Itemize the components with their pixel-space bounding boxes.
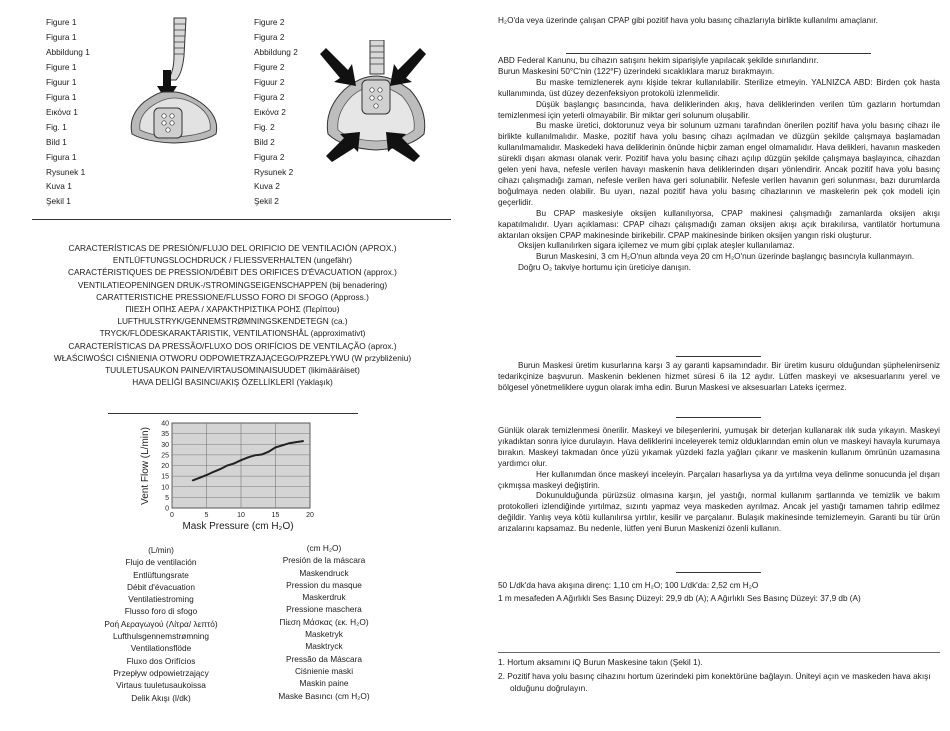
flow-legend-item: Fluxo dos Orifícios	[126, 655, 196, 666]
chart-heading: ENTLÜFTUNGSLOCHDRUCK / FLIESSVERHALTEN (ungefähr)	[112, 255, 353, 266]
figure-caption: Figuur 2	[254, 76, 285, 87]
chart-heading: CARACTERÍSTICAS DE PRESIÓN/FLUJO DEL ORIFICIO DE VENTILACIÓN (APROX.)	[68, 243, 397, 253]
chart-heading: CARATTERISTICHE PRESSIONE/FLUSSO FORO DI SFOGO (Appross.)	[96, 291, 369, 302]
pressure-legend-item: Masketryk	[305, 629, 343, 640]
data-point	[295, 441, 297, 443]
figure-caption: Εικόνα 1	[46, 106, 78, 117]
figure1-caption-list	[46, 15, 90, 209]
y-tick-label: 5	[165, 494, 169, 502]
y-tick-label: 20	[161, 463, 169, 470]
divider	[498, 652, 940, 653]
flow-legend-item: Lufthulsgennemstrømning	[113, 631, 209, 642]
flow-legend-item: Virtaus tuuletusaukoissa	[116, 680, 206, 691]
data-point	[213, 471, 215, 473]
pressure-legend-item: Pressão da Máscara	[285, 653, 363, 664]
x-tick-label: 20	[306, 512, 314, 519]
data-point	[240, 459, 242, 461]
heading-underline	[108, 413, 358, 414]
data-point	[226, 465, 228, 467]
data-point	[302, 440, 304, 442]
figure-caption: Kuva 1	[46, 181, 72, 192]
chart-heading: VENTILATIEOPENINGEN DRUK-/STROMINGSEIGENSCHAPPEN (bij benadering)	[77, 279, 388, 290]
vent-flow-chart	[134, 416, 334, 534]
figure1-mask-illustration	[124, 16, 228, 146]
pressure-legend-list	[262, 542, 386, 702]
setup-steps	[498, 657, 940, 695]
flow-legend-item: Ροή Αεραγωγού (Λίτρα/ λεπτό)	[104, 618, 218, 629]
chart-heading: TUULETUSAUKON PAINE/VIRTAUSOMINAISUUDET (likimääräiset)	[105, 365, 360, 376]
y-axis-label: Vent Flow (L/min)	[140, 427, 151, 505]
divider	[676, 417, 761, 418]
divider	[32, 219, 451, 220]
figure-caption: Rysunek 2	[254, 166, 294, 177]
pressure-legend-item: Pression du masque	[286, 579, 362, 590]
pressure-legend-item: Maske Basıncı (cm H₂O)	[278, 690, 370, 701]
warnings-section: ABD Federal Kanunu, bu cihazın satışını hekim siparişiyle yapılacak şekilde sınırlandırır. Burun Maskesini 50°C'nin (122°F) üzerindeki sıcaklıklara maruz bırakmayın. Bu maske temizlenerek aynı kişide tekrar kullanılabilir. Sterilize etmeyin. YALNIZCA ABD: Birden çok hasta kullanımında, üst düzey dezenfeksiyon protokolü izlenmelidir. Düşük başlangıç basıncında, hava deliklerinden akış, hava deliklerinden verilen tüm gazların hortumdan temizlenmesi için yeterli olmayabilir. Bir miktar geri solunum oluşabilir. Bu maske üretici, doktorunuz veya bir solunum uzmanı tarafından önerilen pozitif hava yolu basınç cihazı ile birlikte kullanılmalıdır. Maske, pozitif hava yolu basınç cihazı açılmadan ve düzgün şekilde çalışmaya başlamadan kullanılmamalıdır. Maskedeki hava deliklerinin önünde hiçbir zaman engel olmamalıdır. Hava delikleri, havanın maskeden sürekli dışarı akması olanak verir. Pozitif hava yolu basınç cihazı açılıp düzgün şekilde çalışmaya başlayınca, cihazdan gelen yeni hava, nefesle verilen havayı maskenin hava deliklerinden dışarı yönlendirir. Ancak pozitif hava yolu basınç cihazı çalışmadığı zaman, nefesle verilen hava geri solunabilir. Nefesle verilen havanın geri solunması, bazı durumlarda boğulmaya neden olabilir. Bu uyarı, nazal pozitif hava yolu basınç cihazlarının ve maskelerin pek çok modeli için geçerlidir. Bu CPAP maskesiyle oksijen kullanılıyorsa, CPAP makinesi çalışmadığı zamanlarda oksijen akışı kapatılmalıdır. Uyarı açıklaması: CPAP cihazı çalışmadığı zaman oksijen akışı açık bırakılırsa, vantilatör hortumuna aktarılan oksijen CPAP makinesinde birikebilir. CPAP makinesinde biriken oksijen yangın riski oluşturur. Oksijen kullanılırken sigara içilemez ve mum gibi çıplak ateşler kullanılamaz. Burun Maskesini, 3 cm H₂O'nun altında veya 20 cm H₂O'nun üzerinde başlangıç basıncıyla kullanmayın. Doğru O₂ takviye hortumu için üreticiye danışın.	[498, 56, 940, 273]
pressure-legend-item: Masktryck	[305, 641, 343, 652]
figure-caption: Rysunek 1	[46, 166, 86, 177]
figure-caption: Figure 1	[46, 17, 77, 27]
pressure-legend-item: Πίεση Μάσκας (εκ. H₂O)	[279, 616, 369, 627]
y-tick-label: 10	[161, 484, 169, 492]
y-tick-label: 30	[161, 441, 169, 449]
divider	[566, 53, 871, 54]
flow-legend-item: Ventilatiestroming	[128, 594, 194, 605]
figure-caption: Şekil 1	[46, 196, 71, 207]
x-tick-label: 0	[170, 512, 174, 519]
chart-heading: CARACTERÍSTICAS DA PRESSÃO/FLUXO DOS ORIFÍCIOS DE VENTILAÇÃO (aprox.)	[68, 340, 397, 351]
figure-caption: Figure 1	[46, 61, 77, 72]
pressure-legend-item: Maskin paine	[299, 678, 349, 689]
figure-caption: Figura 2	[254, 151, 285, 162]
figure2-caption-list	[254, 15, 298, 209]
x-tick-label: 5	[204, 512, 209, 519]
setup-step: 2. Pozitif hava yolu basınç cihazını hortum üzerindeki pim konektörüne bağlayın. Üniteyi açın ve maskeden hava akışı olduğunu doğrulayın.	[498, 670, 931, 693]
figure-caption: Figura 1	[46, 151, 77, 162]
data-point	[192, 479, 194, 481]
pressure-legend-item: Pressione maschera	[286, 604, 362, 615]
pressure-legend-item: Maskerdruk	[302, 592, 346, 603]
data-point	[261, 454, 263, 456]
figure-caption: Figura 2	[254, 91, 285, 102]
pressure-legend-item: Ciśnienie maski	[294, 665, 354, 676]
y-tick-label: 0	[165, 505, 169, 513]
figure-caption: Figuur 1	[46, 76, 77, 87]
figure-caption: Fig. 1	[46, 121, 67, 132]
figure-caption: Şekil 2	[254, 196, 279, 207]
flow-legend-item: Delik Akışı (l/dk)	[131, 692, 191, 703]
figure-caption: Figura 2	[254, 31, 285, 42]
chart-heading-list	[0, 242, 465, 388]
pressure-legend-item: Maskendruck	[299, 567, 349, 578]
pressure-legend-item: (cm H₂O)	[306, 543, 342, 553]
chart-heading: WŁAŚCIWOŚCI CIŚNIENIA OTWORU ODPOWIETRZAJĄCEGO/PRZEPŁYWU (W przybliżeniu)	[53, 352, 412, 363]
intro-text: H₂O'da veya üzerinde çalışan CPAP gibi pozitif hava yolu basınç cihazlarıyla birlikte kullanılmı amaçlanır.	[498, 16, 878, 25]
figure-caption: Figura 1	[46, 91, 77, 102]
figure-caption: Εικόνα 2	[254, 106, 286, 117]
figure-caption: Bild 1	[46, 136, 67, 147]
y-tick-label: 25	[161, 452, 169, 460]
data-point	[282, 444, 284, 446]
figure-caption: Kuva 2	[254, 181, 280, 192]
flow-legend-list	[52, 544, 270, 704]
chart-heading: ΠΙΕΣΗ ΟΠΗΣ ΑΕΡΑ / ΧΑΡΑΚΤΗΡΙΣΤΙΚΑ ΡΟΗΣ (Περίπου)	[125, 304, 340, 315]
figure-caption: Fig. 2	[254, 121, 275, 132]
figure-caption: Abbildung 1	[46, 46, 90, 57]
flow-legend-item: Przepływ odpowietrzający	[113, 667, 209, 678]
data-point	[206, 474, 208, 476]
figure-caption: Abbildung 2	[254, 46, 298, 57]
data-point	[199, 477, 201, 479]
flow-legend-item: Flusso foro di sfogo	[124, 606, 198, 617]
chart-heading: LUFTHULSTRYK/GENNEMSTRØMNINGSKENDETEGN (ca.)	[117, 316, 348, 327]
cleaning-section: Günlük olarak temizlenmesi önerilir. Maskeyi ve bileşenlerini, yumuşak bir deterjan kullanarak ılık suda yıkayın. Maskeyi yıkadıktan sonra iyice durulayın. Hava deliklerini inceleyerek temiz olduklarından emin olun ve maskeyi havayla kurumaya bırakın. Maskeyi takmadan önce yüzü yıkamak yüzdeki fazla yağları çıkarır ve maskenin kullanım ömrünün uzamasına yardımcı olur. Her kullanımdan önce maskeyi inceleyin. Parçaları hasarlıysa ya da yırtılma veya delinme sonucunda jel dışarı çıkmışsa maskeyi değiştirin. Dokunulduğunda pürüzsüz olmasına karşın, jel yastığı, normal kullanım şartlarında ve temizlik ve bakım protokolleri izlendiğinde yırtılmaz, sızıntı yapmaz veya maskeden ayrılmaz. Ancak jel yastığı tamamen tahrip edilmez değildir. Yanlış veya kötü kullanılırsa yırtılır, kesilir ve parçalanır. Bulaşık makinesinde temizlemeyin. Garanti bu tür ürün arızalarını kapsamaz. Bu nedenle, lütfen yeni Burun Maskenizi özenli kullanın.	[498, 426, 940, 534]
figure-caption: Figure 2	[254, 61, 285, 72]
divider	[676, 572, 761, 573]
flow-legend-item: Ventilationsflöde	[130, 643, 192, 654]
x-tick-label: 10	[237, 512, 245, 519]
flow-legend-item: (L/min)	[148, 545, 174, 555]
x-tick-label: 15	[271, 512, 280, 519]
data-point	[288, 442, 290, 444]
chart-heading: HAVA DELİĞİ BASINCI/AKIŞ ÖZELLİKLERİ (Yaklaşık)	[132, 377, 333, 388]
y-tick-label: 35	[161, 431, 169, 439]
pressure-legend-item: Presión de la máscara	[282, 555, 366, 566]
warranty-text: Burun Maskesi üretim kusurlarına karşı 3 ay garanti kapsamındadır. Bir üretim kusuru olduğundan şüphelenirseniz tedarikçinize başvurun. Maskenin beklenen hizmet süresi 6 ila 12 aydır. Lütfen maskeyi ve aksesuarlarını yerel ve bölgesel yönetmeliklere uygun olarak imha edin. Burun Maskesi ve aksesuarları Lateks içermez.	[498, 361, 940, 392]
figure-caption: Bild 2	[254, 136, 275, 147]
figure2-mask-illustration	[314, 40, 432, 168]
setup-step: 1. Hortum aksamını iQ Burun Maskesine takın (Şekil 1).	[498, 657, 703, 667]
data-point	[275, 447, 277, 449]
figure-caption: Figure 2	[254, 17, 285, 27]
data-point	[247, 457, 249, 459]
x-axis-label: Mask Pressure (cm H₂O)	[182, 521, 294, 532]
divider	[676, 356, 761, 357]
flow-legend-item: Flujo de ventilación	[125, 557, 197, 568]
specifications: 50 L/dk'da hava akışına direnç: 1,10 cm H₂O; 100 L/dk'da: 2,52 cm H₂O 1 m mesafeden A Ağırlıklı Ses Basınç Düzeyi: 29,9 db (A); A Ağırlıklı Ses Basınç Düzeyi: 37,9 db (A)	[498, 581, 861, 603]
flow-legend-item: Entlüftungsrate	[133, 569, 189, 580]
chart-heading: TRYCK/FLÖDESKARAKTÄRISTIK, VENTILATIONSHÅL (approximativt)	[99, 328, 366, 339]
y-tick-label: 40	[161, 420, 169, 428]
data-point	[219, 468, 221, 470]
chart-heading: CARACTÉRISTIQUES DE PRESSION/DÉBIT DES ORIFICES D'ÉVACUATION (approx.)	[68, 267, 397, 278]
figure-caption: Figura 1	[46, 31, 77, 42]
y-tick-label: 15	[161, 473, 169, 481]
data-point	[268, 451, 270, 453]
data-point	[254, 454, 256, 456]
flow-legend-item: Débit d'évacuation	[126, 581, 195, 592]
data-point	[233, 462, 235, 464]
